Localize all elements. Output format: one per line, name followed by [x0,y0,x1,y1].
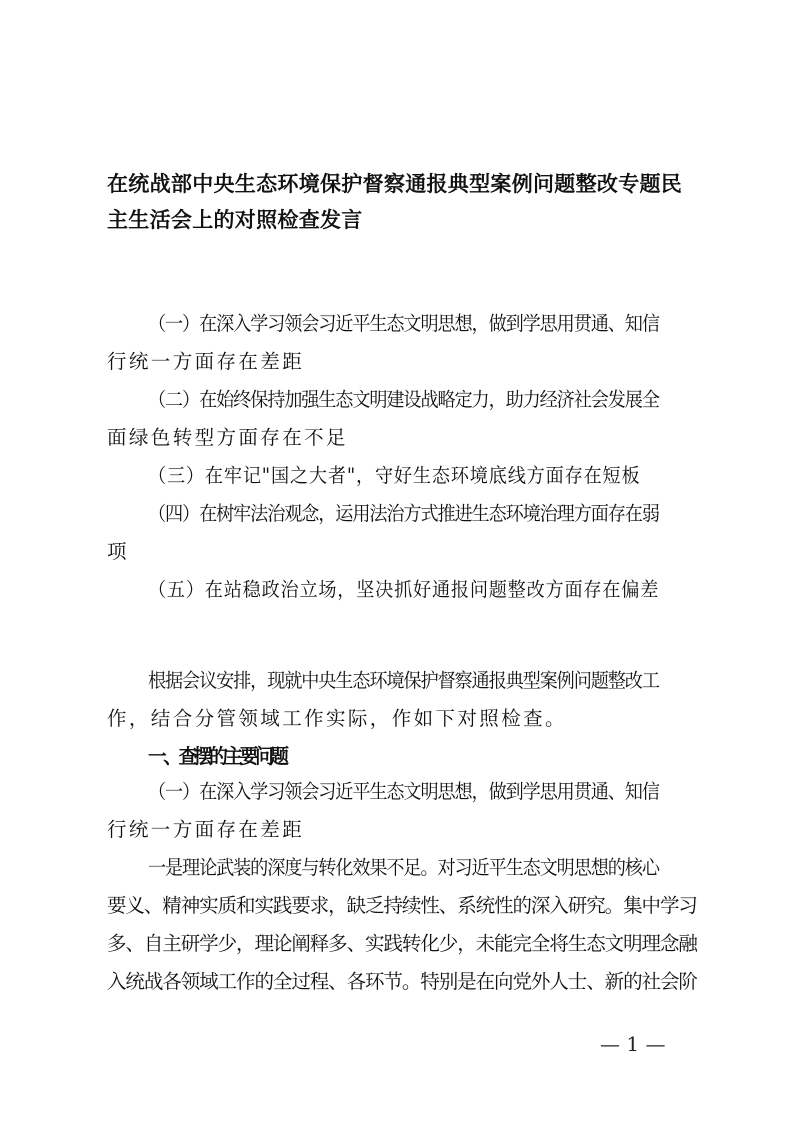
section-heading: 一、查摆的主要问题 [148,744,286,768]
subsection-heading-line-2: 行统一方面存在差距 [107,818,305,841]
body-paragraph-line-4: 入统战各领域工作的全过程、各环节。特别是在向党外人士、新的社会阶 [107,970,697,993]
outline-item-1-line-2: 行统一方面存在差距 [107,350,305,373]
body-paragraph-line-1: 一是理论武装的深度与转化效果不足。对习近平生态文明思想的核心 [148,856,659,879]
page-number: — 1 — [600,1032,666,1056]
document-title-line-1: 在统战部中央生态环境保护督察通报典型案例问题整改专题民 [107,172,683,196]
outline-item-1-line-1: （一）在深入学习领会习近平生态文明思想，做到学思用贯通、知信 [148,312,659,335]
body-paragraph-line-2: 要义、精神实质和实践要求，缺乏持续性、系统性的深入研究。集中学习 [107,894,697,917]
intro-paragraph-line-1: 根据会议安排，现就中央生态环境保护督察通报典型案例问题整改工 [148,669,659,692]
document-title-line-2: 主生活会上的对照检查发言 [107,208,363,232]
subsection-heading-line-1: （一）在深入学习领会习近平生态文明思想，做到学思用贯通、知信 [148,780,659,803]
body-paragraph-line-3: 多、自主研学少，理论阐释多、实践转化少，未能完全将生态文明理念融 [107,932,697,955]
outline-item-4-line-1: （四）在树牢法治观念，运用法治方式推进生态环境治理方面存在弱 [148,502,659,525]
outline-item-2-line-2: 面绿色转型方面存在不足 [107,426,348,449]
outline-item-2-line-1: （二）在始终保持加强生态文明建设战略定力，助力经济社会发展全 [148,388,659,411]
outline-item-4-line-2: 项 [107,540,129,563]
intro-paragraph-line-2: 作，结合分管领域工作实际，作如下对照检查。 [107,707,567,730]
outline-item-3-line-1: （三）在牢记"国之大者"，守好生态环境底线方面存在短板 [148,464,641,487]
outline-item-5-line-1: （五）在站稳政治立场，坚决抓好通报问题整改方面存在偏差 [148,578,660,601]
